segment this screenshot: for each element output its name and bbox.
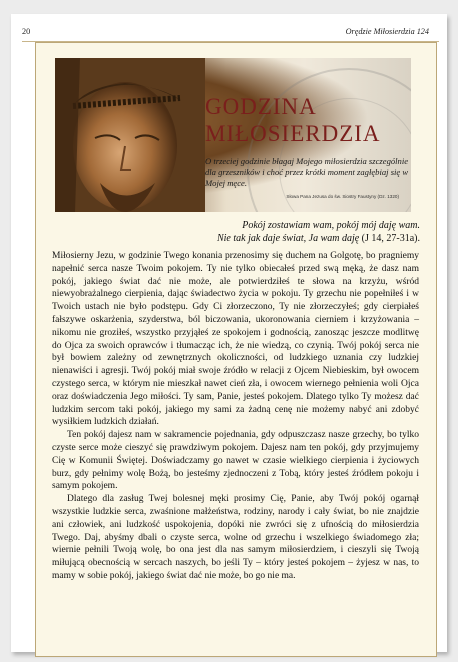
article-body <box>52 250 419 583</box>
scripture-quote <box>217 219 420 245</box>
article-frame <box>35 42 437 657</box>
page-number: 20 <box>22 27 31 36</box>
paragraph: Ten pokój dajesz nam w sakramencie pojednania, gdy odpuszczasz nasze grzechy, bo tylko czyste serce może cieszyć się prawdziwym pokojem. Dajesz nam ten pokój, gdy przyjmujemy Cię w Komunii Świętej. Doświadczamy go nawet w czasie wielkiego cierpienia i życiowych burz, gdy pełnimy wolę Bożą, bo jesteśmy zjednoczeni z Tobą, który jesteś źródłem pokoju i samym pokojem. <box>52 430 419 492</box>
paragraph: Dlatego dla zasług Twej bolesnej męki prosimy Cię, Panie, aby Twój pokój ogarnął wszystkie ludzkie serca, zwaśnione małżeństwa, rodziny, narody i cały świat, bo nie znajdzie ani człowiek, ani ludzkość uspokojenia, dopóki nie zwróci się z ufnością do miłosierdzia Twego. Daj, abyśmy dbali o czyste serca, wolne od grzechu i wszelkiego świadomego zła; wiernie pełnili Twoją wolę, bo ona jest dla nas samym miłosierdziem, i cieszyli się Twoją miłującą obecnością w sercach naszych, bo jeśli Ty – który jesteś pokojem – żyjesz w nas, to mamy w sobie pokój, jakiego świat dać nie może, bo go nie ma. <box>52 494 419 581</box>
banner-source: Słowa Pana Jezusa do św. Siostry Faustyny (Dz. 1320) <box>286 194 399 199</box>
quote-line1: Pokój zostawiam wam, pokój mój daję wam. <box>242 220 420 231</box>
publication-title: Orędzie Miłosierdzia 124 <box>345 27 429 36</box>
paragraph: Miłosierny Jezu, w godzinie Twego konania przenosimy się duchem na Golgotę, bo pragniemy napełnić serca nasze Twoim pokojem. Ty nie tylko obiecałeś przed swą męką, że dasz nam pokój, jakiego świat dać nie może, ale potwierdziłeś te słowa na krzyżu, wśród niewyobrażalnego cierpienia, dając świadectwo życia w pokoju. Ty grzechu nie popełniłeś i w Twoich ustach nie było podstępu. Gdy Ci złorzeczono, Ty nie złorzeczyłeś; gdy cierpiałeś fałszywe oskarżenia, szyderstwa, ból biczowania, ukoronowania cierniem i krzyżowania – nikomu nie groziłeś, wszystko przyjąłeś ze spokojem i godnością, zanosząc jeszcze modlitwę do Ojca za swoich oprawców i tłumacząc ich, że nie wiedzą, co czynią. Twój pokój serca nie był bowiem zależny od zewnętrznych okoliczności, od ludzkiego uznania czy ludzkiej nienawiści i agresji. Twój pokój miał swoje źródło w relacji z Ojcem Niebieskim, był owocem czystego serca, w którym nie mieszkał nawet cień zła, i owocem wiernego pełnienia woli Ojca oraz doświadczenia Jego miłości. Ty sam, Panie, jesteś pokojem. Dlatego tylko Ty możesz dać ludzkim sercom taki pokój, jakiego my sami za żadną cenę nie możemy nabyć ani zdobyć wysiłkiem ludzkich działań. <box>52 251 419 428</box>
quote-reference: (J 14, 27-31a). <box>361 233 420 244</box>
banner-title-line1: GODZINA <box>205 94 317 119</box>
banner-quote: O trzeciej godzinie błagaj Mojego miłosierdzia szczególnie dla grzeszników i choć przez krótki moment zagłębiaj się w Mojej męce. <box>205 156 409 188</box>
page <box>11 14 447 652</box>
quote-line2: Nie tak jak daje świat, Ja wam daję <box>216 233 360 244</box>
christ-crown-of-thorns-image <box>55 58 205 212</box>
banner-image <box>55 58 411 212</box>
banner-title-line2: MIŁOSIERDZIA <box>205 121 381 146</box>
